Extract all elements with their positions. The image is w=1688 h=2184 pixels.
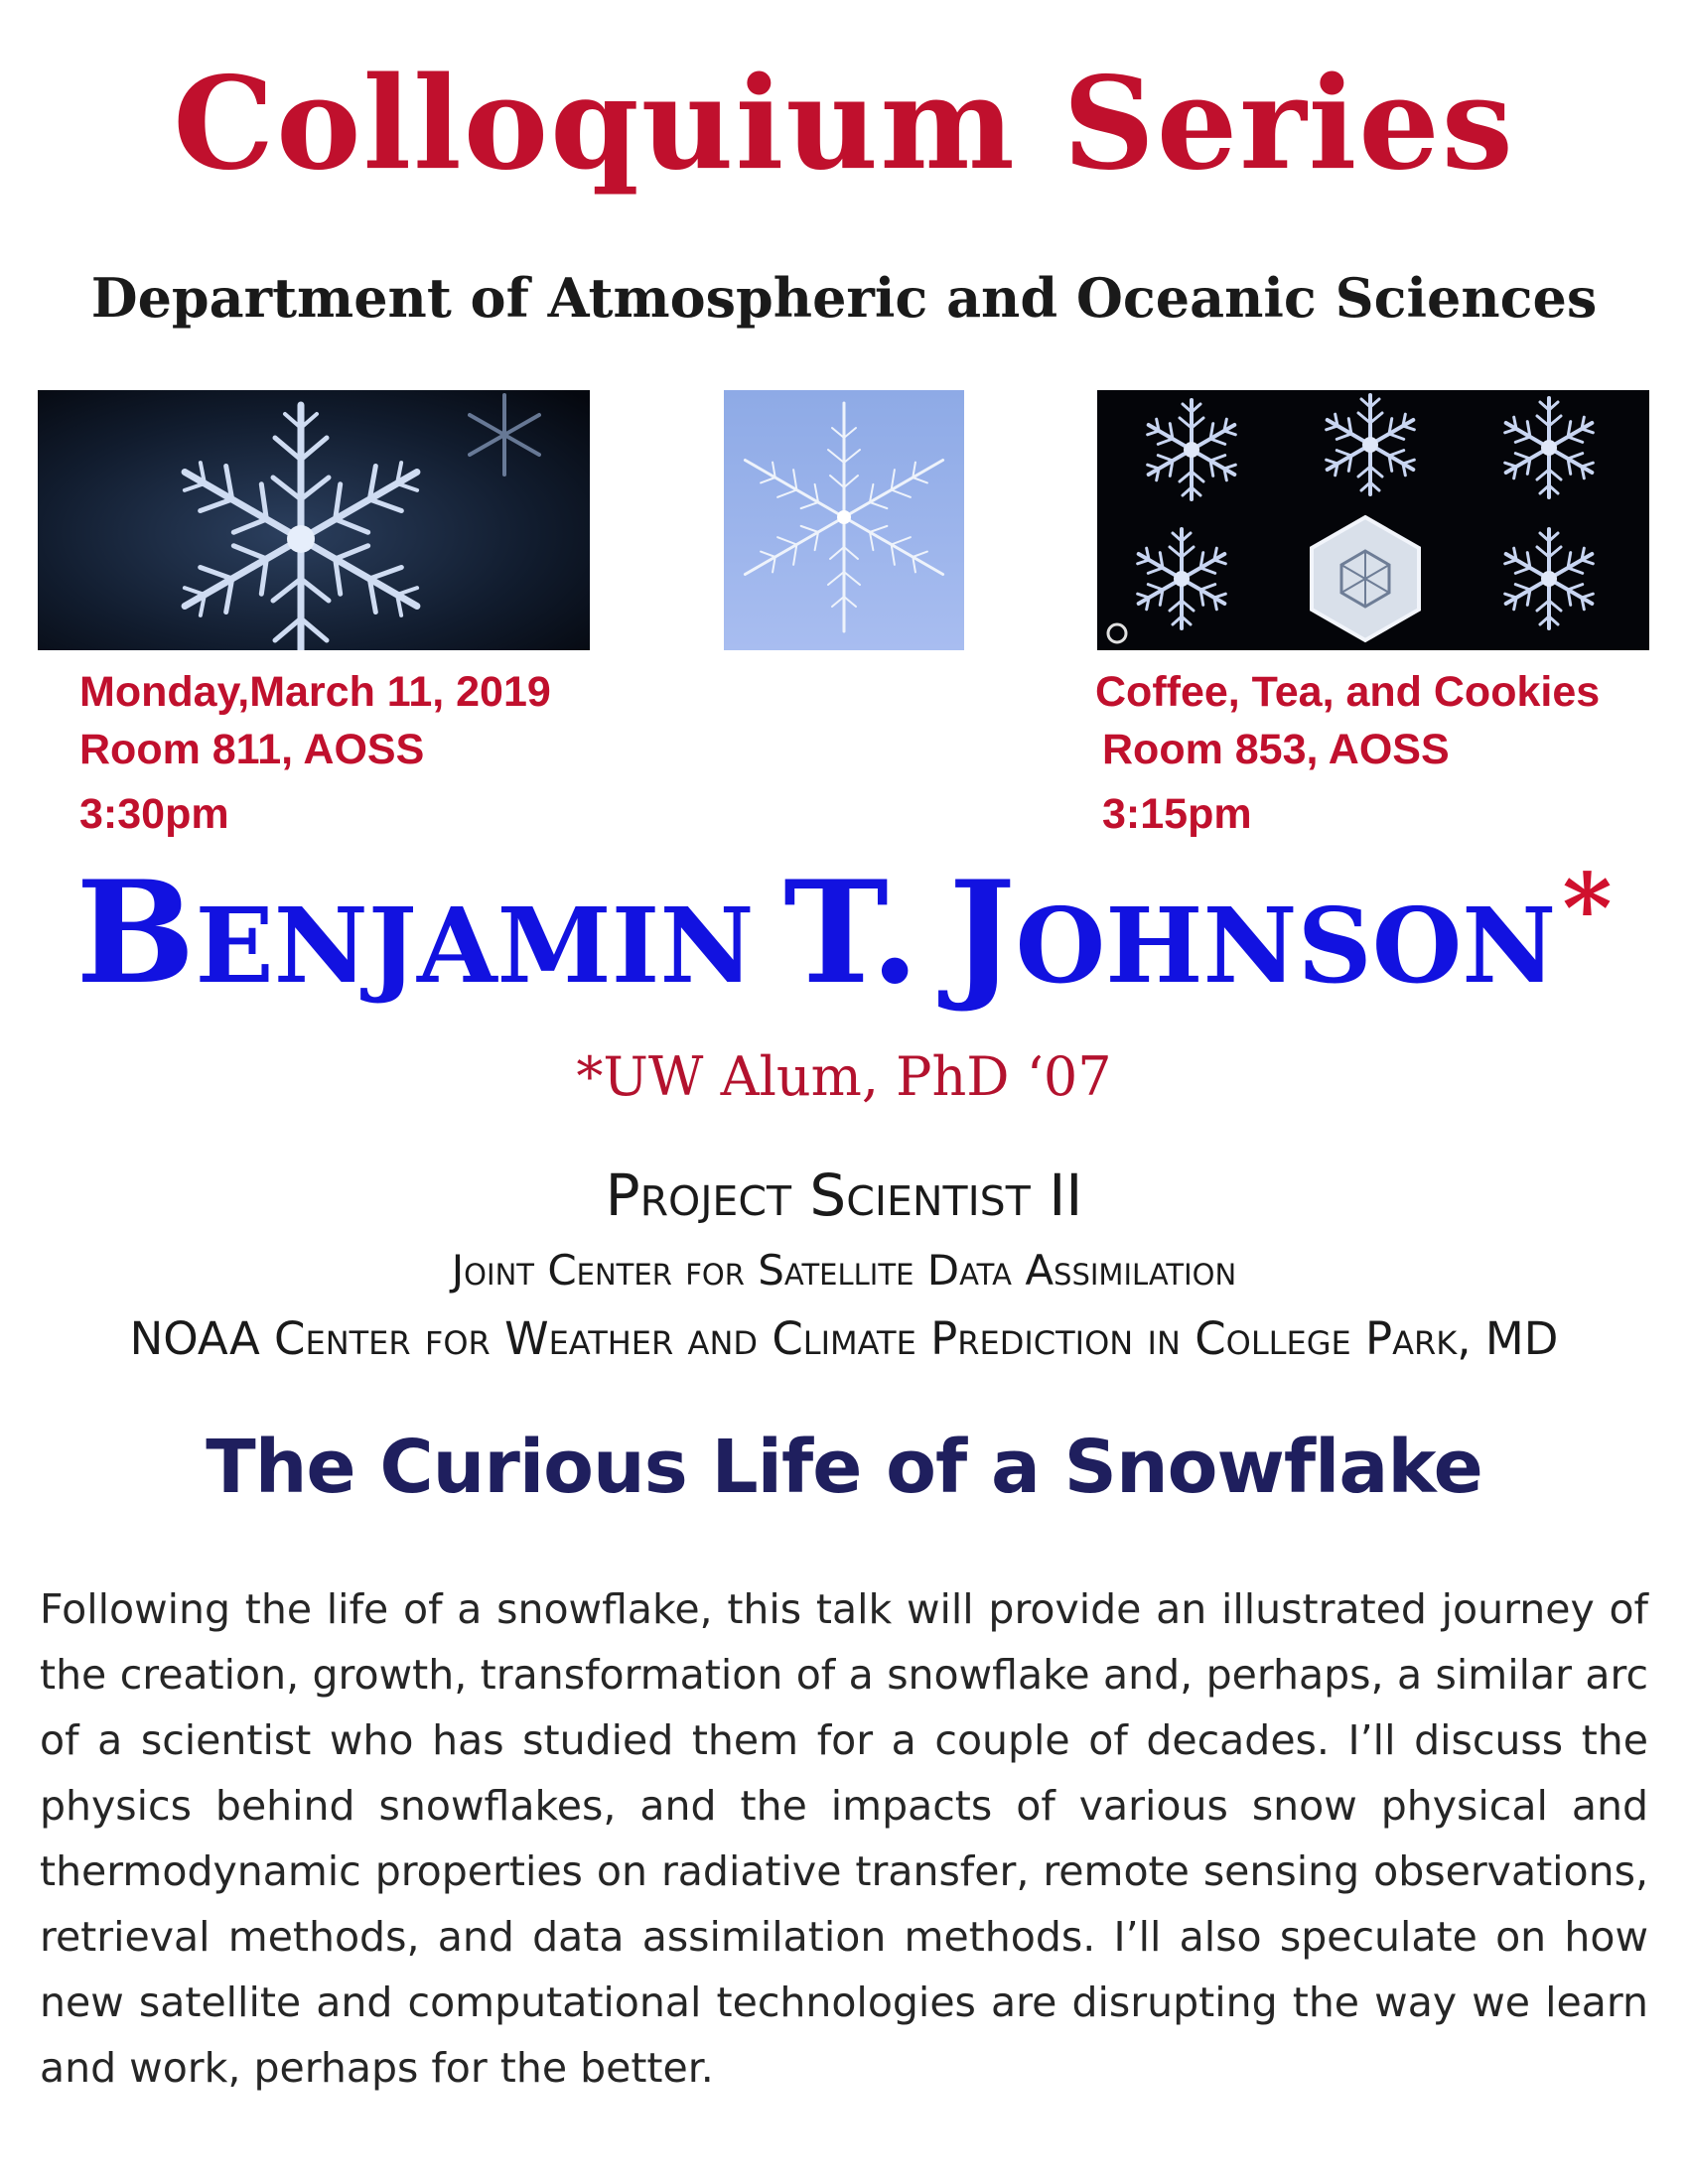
department-name: Department of Atmospheric and Oceanic Sciences	[90, 266, 1598, 330]
talk-title: The Curious Life of a Snowflake	[206, 1425, 1482, 1510]
speaker-first-initial: B	[75, 851, 196, 1016]
speaker-middle: T.	[783, 851, 919, 1016]
snowflake-stellar-photo	[724, 390, 964, 650]
event-time: 3:30pm	[79, 790, 229, 838]
speaker-affiliation-2: NOAA Center for Weather and Climate Prediction in College Park, MD	[129, 1312, 1559, 1365]
speaker-alum-note: *UW Alum, PhD ‘07	[576, 1045, 1112, 1108]
snowflake-dendrite-icon	[38, 390, 590, 650]
reception-time: 3:15pm	[1102, 790, 1252, 838]
event-room: Room 811, AOSS	[79, 726, 425, 773]
speaker-last-initial: J	[948, 851, 1016, 1016]
speaker-name	[0, 851, 1688, 1016]
poster-title: Colloquium Series	[173, 50, 1515, 199]
reception-label: Coffee, Tea, and Cookies	[1095, 668, 1601, 716]
snowflake-dendrite-photo	[38, 390, 590, 650]
snowflake-collection-icon	[1097, 390, 1649, 650]
talk-abstract: Following the life of a snowflake, this talk will provide an illustrated journey of the creation, growth, transformation of a snowflake and, perhaps, a similar arc of a scientist who has studied them for a couple of decades. I’ll discuss the physics behind snowflakes, and the impacts of various snow physical and thermodynamic properties on radiative transfer, remote sensing observations, retrieval methods, and data assimilation methods. I’ll also speculate on how new satellite and computational technologies are disrupting the way we learn and work, perhaps for the better.	[40, 1585, 1648, 2092]
event-date: Monday,March 11, 2019	[79, 668, 551, 716]
snowflake-collection-photo	[1097, 390, 1649, 650]
speaker-last-rest: OHNSON	[1015, 885, 1557, 1007]
speaker-affiliation-1: Joint Center for Satellite Data Assimilation	[451, 1246, 1237, 1295]
speaker-role: Project Scientist II	[605, 1161, 1083, 1229]
reception-room: Room 853, AOSS	[1102, 726, 1450, 773]
speaker-asterisk: *	[1562, 853, 1613, 965]
snowflake-stellar-icon	[724, 390, 964, 650]
speaker-first-rest: ENJAMIN	[195, 885, 755, 1007]
